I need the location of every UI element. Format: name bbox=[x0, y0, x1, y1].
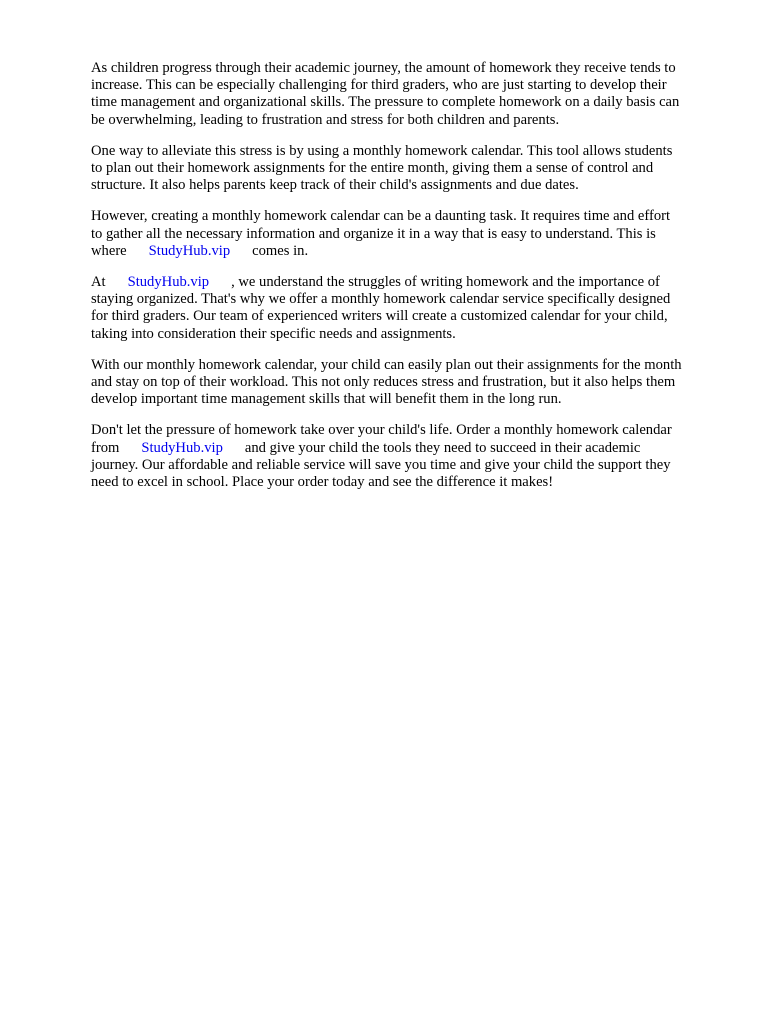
paragraph-calendar-benefits bbox=[91, 143, 723, 195]
text-before-link: where bbox=[91, 242, 127, 259]
text-line: need to excel in school. Place your order today and see the difference it makes! bbox=[91, 474, 554, 491]
text-line: be overwhelming, leading to frustration and stress for both children and parents. bbox=[91, 111, 560, 128]
text-line-with-link bbox=[91, 243, 723, 260]
studyhub-link[interactable]: StudyHub.vip bbox=[141, 439, 223, 456]
text-line: increase. This can be especially challenging for third graders, who are just starting to develop their bbox=[91, 77, 667, 94]
paragraph-call-to-action bbox=[91, 422, 723, 491]
text-before-link: from bbox=[91, 439, 120, 456]
paragraph-calendar-use bbox=[91, 357, 723, 409]
text-line: staying organized. That's why we offer a monthly homework calendar service specifically designed bbox=[91, 291, 671, 308]
text-line: time management and organizational skills. The pressure to complete homework on a daily basis can bbox=[91, 94, 680, 111]
studyhub-link[interactable]: StudyHub.vip bbox=[148, 242, 231, 259]
text-line: structure. It also helps parents keep track of their child's assignments and due dates. bbox=[91, 177, 579, 194]
paragraph-intro bbox=[91, 60, 723, 129]
studyhub-link[interactable]: StudyHub.vip bbox=[127, 274, 210, 291]
text-line: One way to alleviate this stress is by using a monthly homework calendar. This tool allows students bbox=[91, 142, 673, 159]
text-line: to plan out their homework assignments for the entire month, giving them a sense of control and bbox=[91, 160, 654, 177]
paragraph-daunting-task bbox=[91, 208, 723, 260]
text-line: develop important time management skills that will benefit them in the long run. bbox=[91, 391, 562, 408]
text-line: for third graders. Our team of experienced writers will create a customized calendar for your child, bbox=[91, 308, 668, 325]
text-line: With our monthly homework calendar, your child can easily plan out their assignments for the month bbox=[91, 356, 682, 373]
text-line: to gather all the necessary information and organize it in a way that is easy to understand. This is bbox=[91, 225, 656, 242]
text-line: Don't let the pressure of homework take over your child's life. Order a monthly homework calendar bbox=[91, 422, 672, 439]
document-page bbox=[91, 60, 723, 505]
text-line-with-link bbox=[91, 274, 723, 291]
text-after-link: comes in. bbox=[252, 242, 309, 259]
text-line: taking into consideration their specific needs and assignments. bbox=[91, 325, 456, 342]
text-line: and stay on top of their workload. This not only reduces stress and frustration, but it also helps them bbox=[91, 374, 676, 391]
text-line: As children progress through their academic journey, the amount of homework they receive tends to bbox=[91, 60, 676, 76]
text-after-link: , we understand the struggles of writing homework and the importance of bbox=[231, 274, 660, 291]
text-line: However, creating a monthly homework calendar can be a daunting task. It requires time and effort bbox=[91, 208, 671, 225]
text-line-with-link bbox=[91, 440, 723, 457]
text-after-link: and give your child the tools they need to succeed in their academic bbox=[244, 439, 641, 456]
text-before-link: At bbox=[91, 274, 106, 291]
paragraph-service-offer bbox=[91, 274, 723, 343]
text-line: journey. Our affordable and reliable service will save you time and give your child the support they bbox=[91, 456, 671, 473]
